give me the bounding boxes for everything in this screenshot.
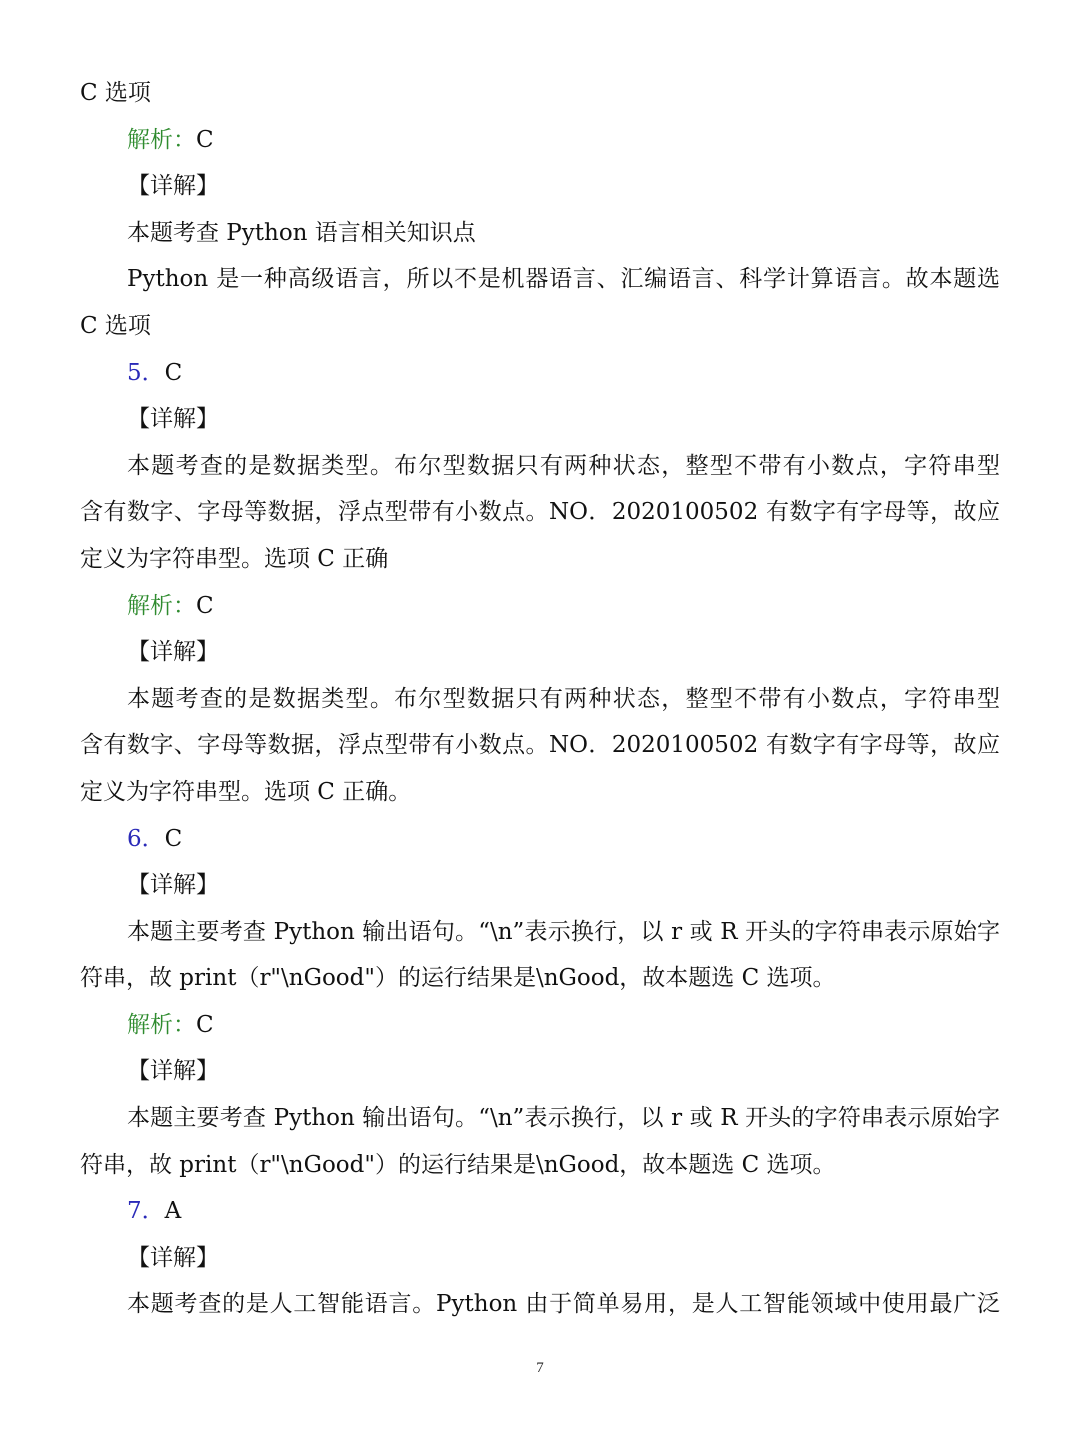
- text-line: C 选项: [80, 312, 151, 339]
- detail-heading: 【详解】: [127, 406, 219, 433]
- text-line: 含有数字、字母等数据，浮点型带有小数点。NO．2020100502 有数字有字母等，故应: [80, 732, 1000, 759]
- question-answer: A: [164, 1198, 182, 1225]
- text-line: 本题考查的是数据类型。布尔型数据只有两种状态，整型不带有小数点，字符串型: [127, 452, 1000, 479]
- question-answer-line: [80, 350, 1000, 397]
- question-answer-line: [80, 816, 1000, 863]
- detail-heading: 【详解】: [127, 1244, 219, 1271]
- text-line: 本题考查 Python 语言相关知识点: [127, 219, 476, 246]
- detail-heading: 【详解】: [127, 173, 219, 200]
- detail-heading: 【详解】: [127, 1058, 219, 1085]
- analysis-label: 解析：: [127, 126, 196, 153]
- question-number: 6．: [127, 825, 165, 852]
- analysis-answer: C: [196, 1011, 214, 1038]
- analysis-line: [80, 583, 1000, 630]
- page-number: 7: [536, 1360, 544, 1376]
- analysis-line: [80, 1002, 1000, 1049]
- analysis-answer: C: [196, 592, 214, 619]
- page-content: [80, 70, 1000, 1328]
- question-answer-line: [80, 1188, 1000, 1235]
- text-line: 定义为字符串型。选项 C 正确。: [80, 778, 412, 805]
- detail-heading: 【详解】: [127, 872, 219, 899]
- text-line: 本题考查的是人工智能语言。Python 由于简单易用，是人工智能领域中使用最广泛: [127, 1291, 1000, 1318]
- analysis-label: 解析：: [127, 592, 196, 619]
- text-line: 定义为字符串型。选项 C 正确: [80, 545, 389, 572]
- question-number: 5．: [127, 359, 165, 386]
- question-number: 7．: [127, 1198, 165, 1225]
- text-line: C 选项: [80, 80, 151, 106]
- text-line: 符串，故 print（r"\nGood"）的运行结果是\nGood，故本题选 C 选项。: [80, 965, 836, 992]
- text-line: Python 是一种高级语言，所以不是机器语言、汇编语言、科学计算语言。故本题选: [127, 266, 1000, 293]
- analysis-label: 解析：: [127, 1011, 196, 1038]
- text-line: 本题主要考查 Python 输出语句。“\n”表示换行，以 r 或 R 开头的字符串表示原始字: [127, 1105, 1000, 1132]
- text-line: 符串，故 print（r"\nGood"）的运行结果是\nGood，故本题选 C 选项。: [80, 1151, 836, 1178]
- detail-heading: 【详解】: [127, 639, 219, 666]
- question-answer: C: [164, 359, 183, 386]
- analysis-line: [80, 117, 1000, 164]
- text-line: 本题主要考查 Python 输出语句。“\n”表示换行，以 r 或 R 开头的字符串表示原始字: [127, 918, 1000, 945]
- text-line: 含有数字、字母等数据，浮点型带有小数点。NO．2020100502 有数字有字母等，故应: [80, 499, 1000, 526]
- analysis-answer: C: [196, 126, 214, 153]
- text-line: 本题考查的是数据类型。布尔型数据只有两种状态，整型不带有小数点，字符串型: [127, 685, 1000, 712]
- question-answer: C: [164, 825, 183, 852]
